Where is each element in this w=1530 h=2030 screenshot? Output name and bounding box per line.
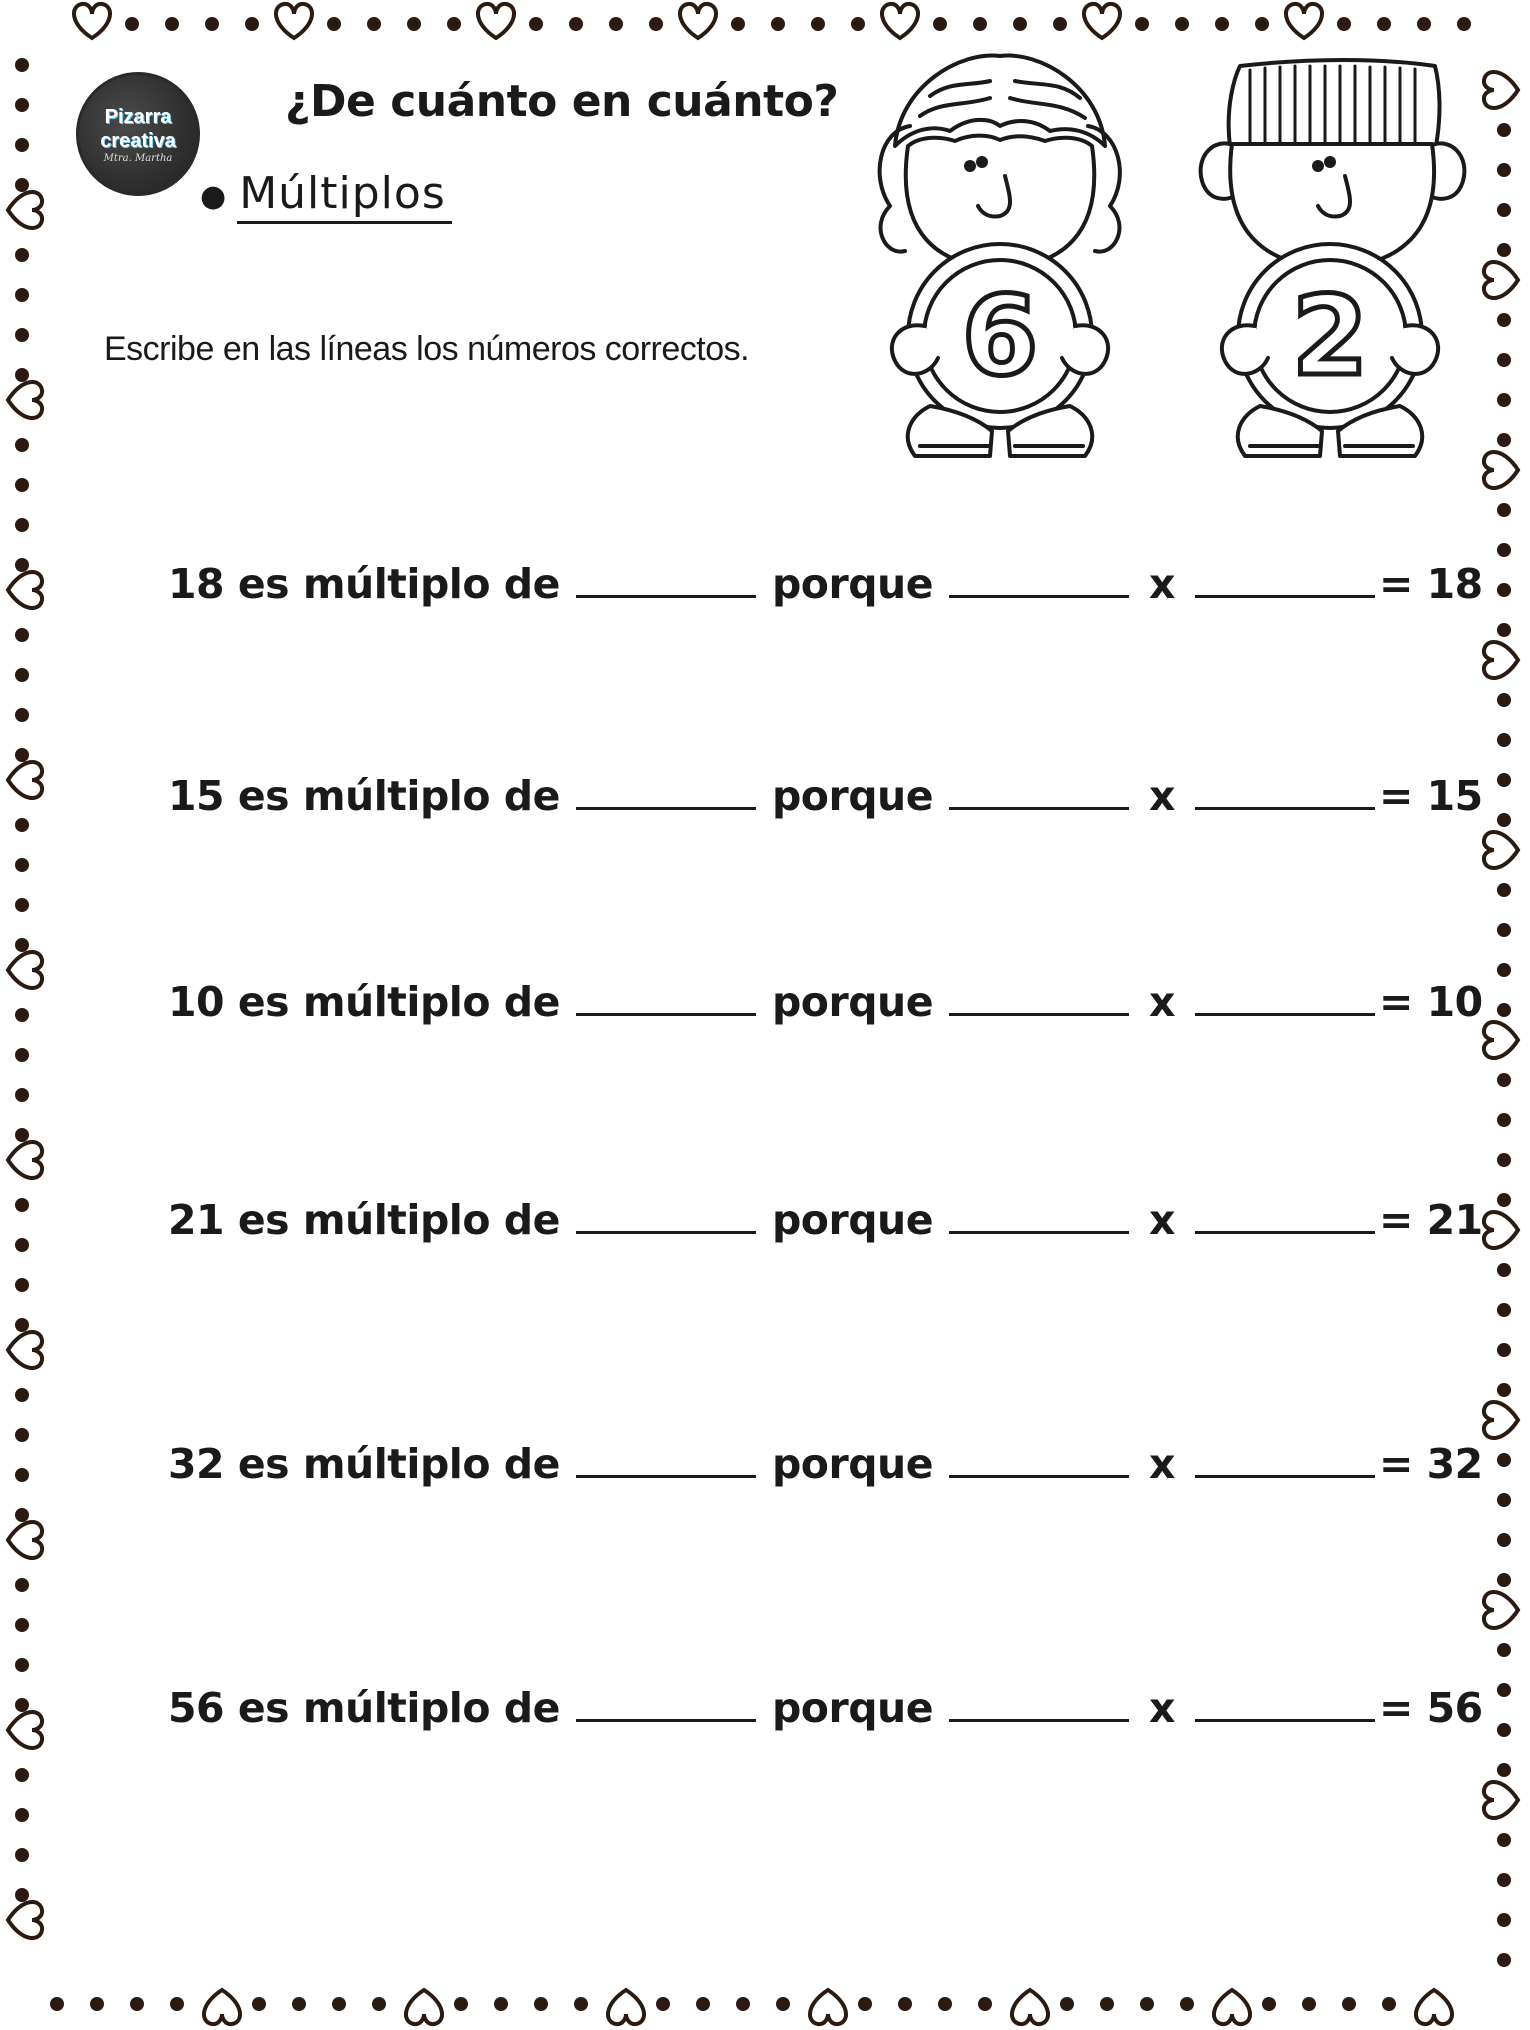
border-dot bbox=[649, 17, 663, 31]
border-heart-icon bbox=[1484, 1212, 1518, 1248]
answer-blank-factor-2[interactable] bbox=[1195, 1689, 1375, 1722]
border-heart-icon bbox=[204, 1990, 240, 2024]
border-heart-icon bbox=[8, 952, 42, 988]
border-dot bbox=[1497, 1953, 1511, 1967]
border-dot bbox=[407, 17, 421, 31]
page-title: ¿De cuánto en cuánto? bbox=[285, 76, 839, 127]
border-dot bbox=[15, 248, 29, 262]
boy-number: 2 bbox=[1291, 272, 1369, 400]
border-dot bbox=[1497, 1643, 1511, 1657]
border-dot bbox=[90, 1997, 104, 2011]
border-heart-icon bbox=[8, 572, 42, 608]
border-dot bbox=[165, 17, 179, 31]
border-dot bbox=[15, 1198, 29, 1212]
border-heart-icon bbox=[276, 4, 312, 38]
border-dot bbox=[811, 17, 825, 31]
border-dot bbox=[50, 1997, 64, 2011]
border-heart-icon bbox=[1484, 452, 1518, 488]
border-dot bbox=[15, 1848, 29, 1862]
row-text-multiple: es múltiplo de bbox=[237, 560, 560, 608]
answer-blank-factor-1[interactable] bbox=[949, 983, 1129, 1016]
answer-blank-factor-2[interactable] bbox=[1195, 1201, 1375, 1234]
border-heart-icon bbox=[8, 762, 42, 798]
border-heart-icon bbox=[1484, 642, 1518, 678]
border-dot bbox=[15, 138, 29, 152]
border-dot bbox=[1497, 923, 1511, 937]
border-dot bbox=[372, 1997, 386, 2011]
border-heart-icon bbox=[680, 4, 716, 38]
kids-illustration bbox=[840, 36, 1480, 476]
row-result: = 15 bbox=[1379, 772, 1483, 820]
border-dot bbox=[15, 1278, 29, 1292]
row-text-multiple: es múltiplo de bbox=[237, 772, 560, 820]
row-number: 56 bbox=[168, 1684, 225, 1732]
border-dot bbox=[1135, 17, 1149, 31]
border-dot bbox=[15, 1768, 29, 1782]
border-dot bbox=[1497, 1113, 1511, 1127]
border-dot bbox=[1497, 883, 1511, 897]
border-dot bbox=[15, 288, 29, 302]
exercise-row bbox=[168, 772, 1483, 820]
row-number: 10 bbox=[168, 978, 225, 1026]
row-number: 21 bbox=[168, 1196, 225, 1244]
border-dot bbox=[15, 858, 29, 872]
row-result: = 32 bbox=[1379, 1440, 1483, 1488]
border-dot bbox=[1497, 243, 1511, 257]
instruction-text: Escribe en las líneas los números correctos. bbox=[104, 330, 750, 368]
bullet-icon: ● bbox=[200, 178, 228, 214]
border-dot bbox=[1140, 1997, 1154, 2011]
exercise-row bbox=[168, 978, 1483, 1026]
border-dot bbox=[170, 1997, 184, 2011]
border-dot bbox=[15, 818, 29, 832]
border-dot bbox=[15, 558, 29, 572]
answer-blank-factor-1[interactable] bbox=[949, 565, 1129, 598]
border-dot bbox=[15, 1508, 29, 1522]
times-sign: x bbox=[1149, 560, 1175, 608]
answer-blank-factor-2[interactable] bbox=[1195, 1445, 1375, 1478]
border-dot bbox=[15, 328, 29, 342]
border-dot bbox=[851, 17, 865, 31]
border-dot bbox=[1100, 1997, 1114, 2011]
border-dot bbox=[1497, 1153, 1511, 1167]
border-dot bbox=[938, 1997, 952, 2011]
answer-blank-divisor[interactable] bbox=[576, 565, 756, 598]
subtitle-text: Múltiplos bbox=[237, 168, 452, 224]
answer-blank-divisor[interactable] bbox=[576, 777, 756, 810]
border-dot bbox=[15, 1428, 29, 1442]
border-dot bbox=[15, 1888, 29, 1902]
border-dot bbox=[1497, 503, 1511, 517]
border-dot bbox=[1497, 163, 1511, 177]
border-heart-icon bbox=[1416, 1990, 1452, 2024]
border-heart-icon bbox=[8, 1142, 42, 1178]
border-dot bbox=[15, 368, 29, 382]
row-number: 18 bbox=[168, 560, 225, 608]
border-dot bbox=[292, 1997, 306, 2011]
answer-blank-factor-2[interactable] bbox=[1195, 777, 1375, 810]
border-heart-icon bbox=[1484, 1782, 1518, 1818]
border-dot bbox=[978, 1997, 992, 2011]
border-dot bbox=[1417, 17, 1431, 31]
border-dot bbox=[1497, 203, 1511, 217]
border-dot bbox=[1497, 733, 1511, 747]
border-dot bbox=[1497, 1873, 1511, 1887]
border-heart-icon bbox=[882, 4, 918, 38]
times-sign: x bbox=[1149, 978, 1175, 1026]
girl-number: 6 bbox=[961, 272, 1039, 400]
border-heart-icon bbox=[74, 4, 110, 38]
border-dot bbox=[1255, 17, 1269, 31]
border-dot bbox=[1262, 1997, 1276, 2011]
border-dot bbox=[1382, 1997, 1396, 2011]
answer-blank-factor-1[interactable] bbox=[949, 1201, 1129, 1234]
logo-line-1: Pizarra bbox=[104, 105, 172, 128]
border-dot bbox=[1497, 1193, 1511, 1207]
border-dot bbox=[1053, 17, 1067, 31]
border-dot bbox=[1497, 1913, 1511, 1927]
answer-blank-divisor[interactable] bbox=[576, 1201, 756, 1234]
border-dot bbox=[15, 178, 29, 192]
border-dot bbox=[1180, 1997, 1194, 2011]
border-dot bbox=[1215, 17, 1229, 31]
border-heart-icon bbox=[478, 4, 514, 38]
border-heart-icon bbox=[1484, 72, 1518, 108]
answer-blank-divisor[interactable] bbox=[576, 983, 756, 1016]
border-dot bbox=[15, 478, 29, 492]
border-dot bbox=[696, 1997, 710, 2011]
border-dot bbox=[252, 1997, 266, 2011]
border-heart-icon bbox=[8, 1332, 42, 1368]
border-dot bbox=[858, 1997, 872, 2011]
exercise-row bbox=[168, 1684, 1483, 1732]
border-dot bbox=[1497, 1003, 1511, 1017]
answer-blank-factor-1[interactable] bbox=[949, 777, 1129, 810]
border-dot bbox=[1497, 313, 1511, 327]
border-dot bbox=[15, 668, 29, 682]
border-dot bbox=[15, 1698, 29, 1712]
times-sign: x bbox=[1149, 1196, 1175, 1244]
border-dot bbox=[574, 1997, 588, 2011]
border-dot bbox=[15, 1318, 29, 1332]
border-heart-icon bbox=[608, 1990, 644, 2024]
border-heart-icon bbox=[810, 1990, 846, 2024]
border-dot bbox=[771, 17, 785, 31]
border-dot bbox=[1342, 1997, 1356, 2011]
row-text-because: porque bbox=[771, 772, 934, 820]
times-sign: x bbox=[1149, 772, 1175, 820]
border-dot bbox=[1497, 1493, 1511, 1507]
row-text-multiple: es múltiplo de bbox=[237, 978, 560, 1026]
border-dot bbox=[327, 17, 341, 31]
border-dot bbox=[494, 1997, 508, 2011]
border-heart-icon bbox=[1484, 1592, 1518, 1628]
border-dot bbox=[1497, 1073, 1511, 1087]
answer-blank-divisor[interactable] bbox=[576, 1689, 756, 1722]
border-dot bbox=[15, 58, 29, 72]
border-dot bbox=[15, 898, 29, 912]
row-text-multiple: es múltiplo de bbox=[237, 1684, 560, 1732]
border-dot bbox=[15, 1008, 29, 1022]
border-dot bbox=[609, 17, 623, 31]
border-dot bbox=[1497, 1723, 1511, 1737]
border-dot bbox=[15, 938, 29, 952]
row-text-because: porque bbox=[771, 560, 934, 608]
border-dot bbox=[15, 1128, 29, 1142]
border-dot bbox=[15, 748, 29, 762]
border-dot bbox=[973, 17, 987, 31]
row-text-because: porque bbox=[771, 1196, 934, 1244]
border-dot bbox=[15, 1388, 29, 1402]
border-dot bbox=[1497, 353, 1511, 367]
border-dot bbox=[1060, 1997, 1074, 2011]
border-heart-icon bbox=[8, 1902, 42, 1938]
subtitle bbox=[200, 168, 452, 219]
answer-blank-factor-2[interactable] bbox=[1195, 983, 1375, 1016]
border-dot bbox=[15, 98, 29, 112]
border-dot bbox=[15, 1088, 29, 1102]
row-text-because: porque bbox=[771, 978, 934, 1026]
answer-blank-factor-2[interactable] bbox=[1195, 565, 1375, 598]
border-dot bbox=[15, 1578, 29, 1592]
border-dot bbox=[447, 17, 461, 31]
border-dot bbox=[15, 628, 29, 642]
row-text-because: porque bbox=[771, 1684, 934, 1732]
border-dot bbox=[15, 1808, 29, 1822]
border-heart-icon bbox=[1484, 1402, 1518, 1438]
border-dot bbox=[1497, 813, 1511, 827]
border-dot bbox=[776, 1997, 790, 2011]
border-dot bbox=[1497, 963, 1511, 977]
border-dot bbox=[15, 518, 29, 532]
border-dot bbox=[1377, 17, 1391, 31]
border-dot bbox=[898, 1997, 912, 2011]
border-dot bbox=[534, 1997, 548, 2011]
border-dot bbox=[367, 17, 381, 31]
border-dot bbox=[656, 1997, 670, 2011]
border-dot bbox=[1497, 583, 1511, 597]
logo-line-3: Mtra. Martha bbox=[103, 152, 173, 164]
border-dot bbox=[1497, 1453, 1511, 1467]
border-heart-icon bbox=[8, 382, 42, 418]
border-dot bbox=[1497, 1263, 1511, 1277]
border-dot bbox=[1337, 17, 1351, 31]
pizarra-creativa-logo bbox=[76, 72, 200, 196]
border-dot bbox=[1497, 623, 1511, 637]
border-dot bbox=[15, 1048, 29, 1062]
border-dot bbox=[332, 1997, 346, 2011]
border-dot bbox=[1497, 1383, 1511, 1397]
border-dot bbox=[1013, 17, 1027, 31]
row-result: = 18 bbox=[1379, 560, 1483, 608]
border-dot bbox=[1497, 393, 1511, 407]
border-dot bbox=[1497, 1303, 1511, 1317]
border-dot bbox=[15, 1238, 29, 1252]
border-dot bbox=[1497, 1763, 1511, 1777]
times-sign: x bbox=[1149, 1440, 1175, 1488]
row-result: = 10 bbox=[1379, 978, 1483, 1026]
border-dot bbox=[245, 17, 259, 31]
border-dot bbox=[933, 17, 947, 31]
answer-blank-divisor[interactable] bbox=[576, 1445, 756, 1478]
border-dot bbox=[125, 17, 139, 31]
border-dot bbox=[15, 438, 29, 452]
border-heart-icon bbox=[1484, 832, 1518, 868]
border-dot bbox=[15, 1658, 29, 1672]
border-dot bbox=[454, 1997, 468, 2011]
border-heart-icon bbox=[406, 1990, 442, 2024]
answer-blank-factor-1[interactable] bbox=[949, 1445, 1129, 1478]
border-dot bbox=[1497, 123, 1511, 137]
logo-line-2: creativa bbox=[100, 129, 176, 152]
border-dot bbox=[1497, 1533, 1511, 1547]
row-number: 32 bbox=[168, 1440, 225, 1488]
exercise-row bbox=[168, 1196, 1483, 1244]
exercise-row bbox=[168, 1440, 1483, 1488]
exercise-row bbox=[168, 560, 1483, 608]
border-dot bbox=[1497, 1343, 1511, 1357]
border-heart-icon bbox=[1012, 1990, 1048, 2024]
border-heart-icon bbox=[1214, 1990, 1250, 2024]
border-dot bbox=[1497, 543, 1511, 557]
border-heart-icon bbox=[8, 192, 42, 228]
row-text-multiple: es múltiplo de bbox=[237, 1196, 560, 1244]
border-heart-icon bbox=[8, 1522, 42, 1558]
answer-blank-factor-1[interactable] bbox=[949, 1689, 1129, 1722]
border-dot bbox=[736, 1997, 750, 2011]
border-dot bbox=[15, 1468, 29, 1482]
row-number: 15 bbox=[168, 772, 225, 820]
border-heart-icon bbox=[8, 1712, 42, 1748]
border-dot bbox=[1497, 1683, 1511, 1697]
border-heart-icon bbox=[1484, 262, 1518, 298]
border-dot bbox=[529, 17, 543, 31]
border-dot bbox=[1497, 1573, 1511, 1587]
border-dot bbox=[205, 17, 219, 31]
border-dot bbox=[731, 17, 745, 31]
row-text-because: porque bbox=[771, 1440, 934, 1488]
border-dot bbox=[1457, 17, 1471, 31]
border-dot bbox=[1175, 17, 1189, 31]
border-heart-icon bbox=[1084, 4, 1120, 38]
border-dot bbox=[1497, 433, 1511, 447]
border-dot bbox=[1302, 1997, 1316, 2011]
border-dot bbox=[1497, 693, 1511, 707]
times-sign: x bbox=[1149, 1684, 1175, 1732]
row-result: = 56 bbox=[1379, 1684, 1483, 1732]
border-dot bbox=[130, 1997, 144, 2011]
border-heart-icon bbox=[1286, 4, 1322, 38]
border-heart-icon bbox=[1484, 1022, 1518, 1058]
row-text-multiple: es múltiplo de bbox=[237, 1440, 560, 1488]
border-dot bbox=[15, 708, 29, 722]
row-result: = 21 bbox=[1379, 1196, 1483, 1244]
border-dot bbox=[15, 1618, 29, 1632]
border-dot bbox=[1497, 773, 1511, 787]
border-dot bbox=[569, 17, 583, 31]
border-dot bbox=[1497, 1833, 1511, 1847]
